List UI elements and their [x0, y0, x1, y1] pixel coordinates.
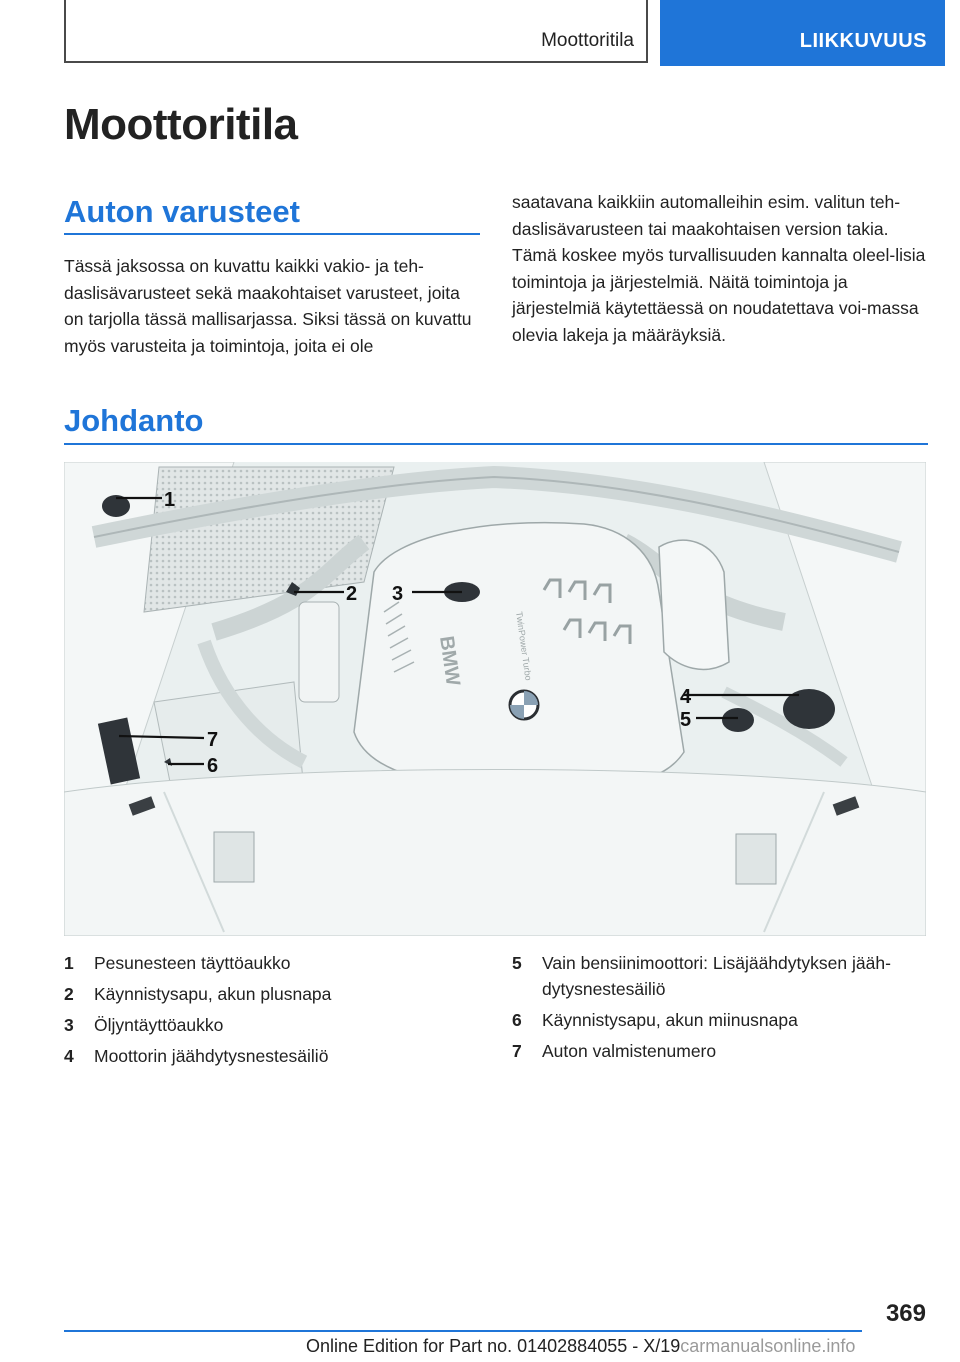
- header-section-box: [64, 0, 648, 63]
- list-item: 4 Moottorin jäähdytysnestesäiliö: [64, 1046, 329, 1066]
- callout-label-1: 1: [164, 489, 176, 511]
- callout-label-4: 4: [680, 686, 692, 708]
- list-item: 1 Pesunesteen täyttöaukko: [64, 953, 291, 973]
- equipment-heading-rule: [64, 233, 480, 235]
- callout-label-6: 6: [207, 755, 219, 777]
- header-chapter-tab: LIIKKUVUUS: [660, 0, 945, 66]
- page-title: Moottoritila: [64, 100, 298, 149]
- header-section-title: Moottoritila: [541, 30, 634, 51]
- list-item: 5 Vain bensiinimoottori: Lisäjäähdytyksen jääh-dytysnestesäiliö: [512, 953, 891, 999]
- callout-label-2: 2: [346, 583, 358, 605]
- equipment-text-right: saatavana kaikkiin automalleihin esim. valitun teh-daslisävarusteen tai maakohtaisen version takia. Tämä koskee myös turvallisuuden kannalta oleel-lisia toimintoja ja järjestelmiä. Näitä toimintoja ja järjestelmiä käytettäessä on noudatettava voi-massa olevia lakeja ja määräyksiä.: [512, 192, 926, 345]
- legend-left-list: [64, 950, 480, 1074]
- callout-label-5: 5: [680, 709, 692, 731]
- engine-bay-illustration: [64, 462, 926, 936]
- list-item: 2 Käynnistysapu, akun plusnapa: [64, 984, 332, 1004]
- equipment-heading: Auton varusteet: [64, 194, 300, 229]
- cover-lettering-model: TwinPower Turbo: [514, 610, 534, 682]
- footer-rule: [64, 1330, 862, 1332]
- equipment-text-left: Tässä jaksossa on kuvattu kaikki vakio- ja teh-daslisävarusteet sekä maakohtaiset varusteet, joita on tarjolla tässä mallisarjassa. Siksi tässä on kuvattu myös varusteita ja toimintoja, joita ei ole: [64, 256, 472, 356]
- list-item: 3 Öljyntäyttöaukko: [64, 1015, 224, 1035]
- intro-heading-rule: [64, 443, 928, 445]
- callout-label-7: 7: [207, 729, 219, 751]
- callout-label-3: 3: [392, 583, 404, 605]
- legend-right-list: [512, 950, 930, 1069]
- list-item: 6 Käynnistysapu, akun miinusnapa: [512, 1010, 798, 1030]
- footer-edition: Online Edition for Part no. 01402884055 - X/19: [306, 1336, 681, 1356]
- engine-bay-figure: [64, 462, 926, 936]
- list-item: 7 Auton valmistenumero: [512, 1041, 717, 1061]
- footer-edition-line: [306, 1336, 855, 1357]
- page-number: 369: [885, 1300, 926, 1327]
- cover-lettering-brand: BMW: [435, 634, 464, 688]
- footer-watermark: carmanualsonline.info: [680, 1336, 856, 1356]
- intro-heading: Johdanto: [64, 403, 204, 438]
